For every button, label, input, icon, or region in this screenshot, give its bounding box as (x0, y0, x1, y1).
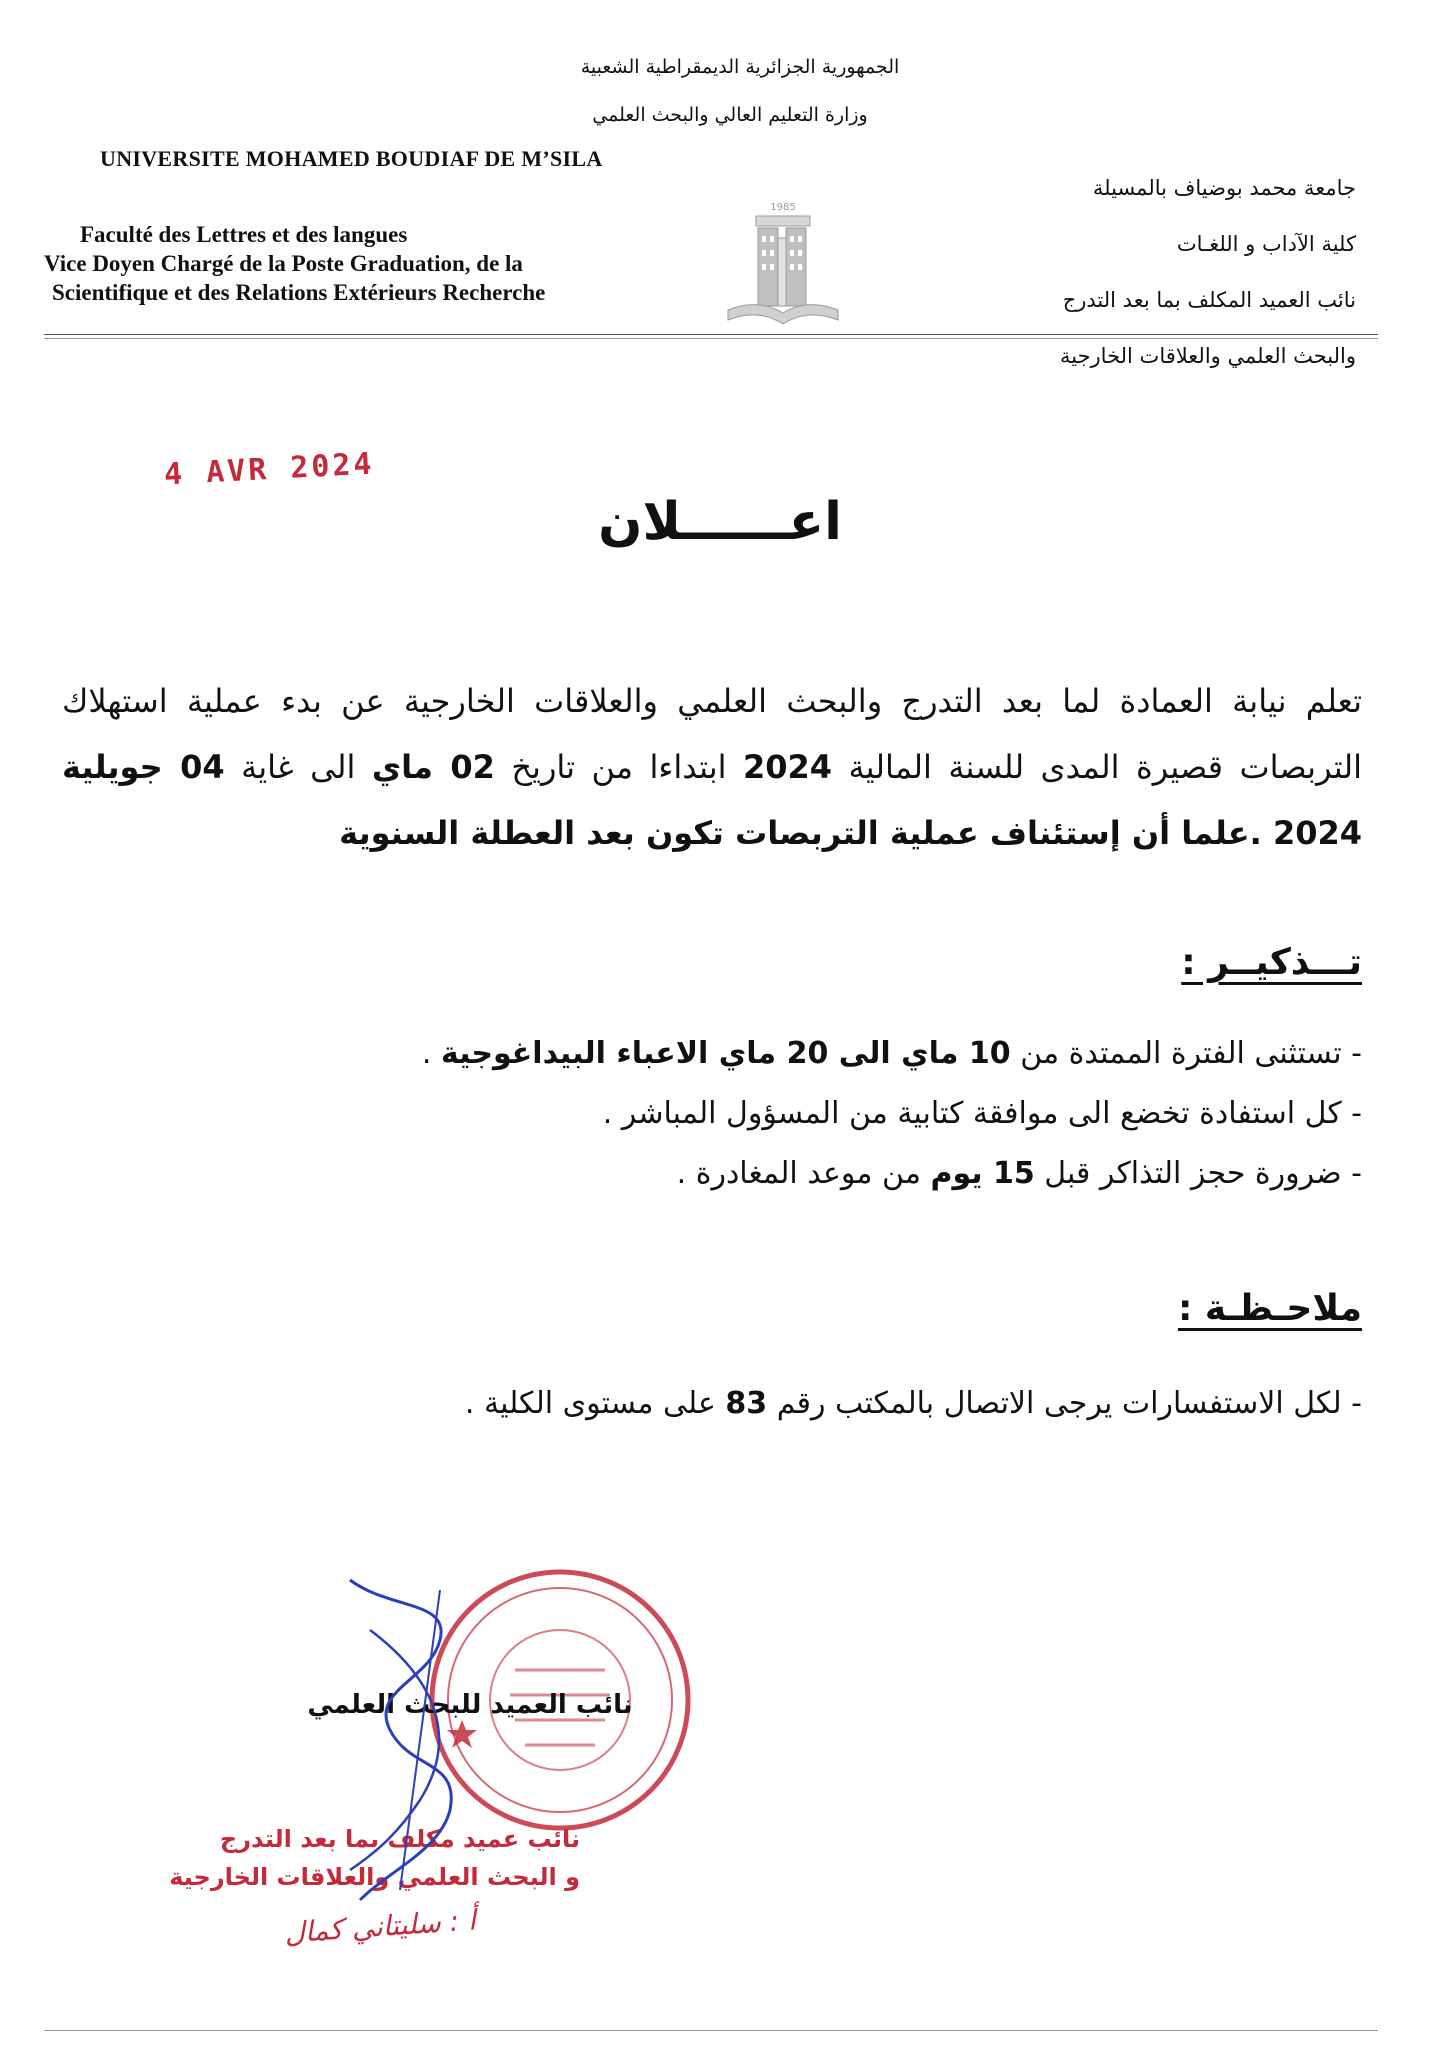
item-text: على مستوى الكلية . (464, 1386, 726, 1421)
body-text: الى غاية (224, 748, 372, 786)
handwritten-signature (330, 1570, 490, 1910)
faculty-block-fr (44, 220, 644, 307)
body-text: تعلم نيابة العمادة لما بعد التدرج والبحث العلمي والعلاقات الخارجية عن بدء عملية استهلاك التربصات قصيرة المدى للسنة المالية (62, 682, 1363, 786)
header-divider (44, 334, 1378, 335)
university-name-ar: جامعة محمد بوضياف بالمسيلة (1092, 176, 1356, 200)
reminder-heading: تـــذكيــر : (1181, 942, 1362, 983)
vice-dean-line-fr: Vice Doyen Chargé de la Poste Graduation, de la (44, 251, 523, 276)
announcement-title: اعــــــلان (598, 492, 842, 552)
university-logo (718, 198, 848, 333)
item-bold: 10 ماي الى 20 ماي الاعباء البيداغوجية (440, 1036, 1011, 1071)
stamp-line: و البحث العلمي والعلاقات الخارجية (169, 1863, 580, 1891)
faculty-line-fr: Faculté des Lettres et des langues (80, 222, 408, 247)
note-heading: ملاحـظـة : (1177, 1288, 1362, 1329)
vice-dean-line-ar-2: والبحث العلمي والعلاقات الخارجية (1059, 344, 1356, 368)
fiscal-year: 2024 (742, 748, 833, 786)
date-stamp: 4 AVR 2024 (163, 446, 376, 493)
item-text: - لكل الاستفسارات يرجى الاتصال بالمكتب رقم (767, 1386, 1362, 1421)
item-text: - تستثنى الفترة الممتدة من (1010, 1036, 1362, 1071)
reminder-list (302, 1036, 1362, 1216)
signer-name: أ : سليتاني كمال (283, 1903, 477, 1950)
signer-title: نائب العميد للبحث العلمي (307, 1690, 633, 1720)
body-text: ابتداءا من تاريخ (494, 748, 743, 786)
office-number: 83 (725, 1386, 768, 1421)
logo-year: 1985 (770, 202, 796, 213)
stamp-line: نائب عميد مكلف بما بعد التدرج (219, 1825, 580, 1853)
item-text: من موعد المغادرة . (676, 1156, 931, 1191)
ministry-header: وزارة التعليم العالي والبحث العلمي (592, 104, 868, 126)
list-item (302, 1156, 1362, 1216)
note-list (302, 1386, 1362, 1446)
list-item (302, 1096, 1362, 1156)
item-text: - كل استفادة تخضع الى موافقة كتابية من المسؤول المباشر . (602, 1096, 1362, 1131)
faculty-name-ar: كلية الآداب و اللغـات (1176, 232, 1356, 256)
footer-divider (44, 2030, 1378, 2031)
item-text: - ضرورة حجز التذاكر قبل (1034, 1156, 1362, 1191)
list-item (302, 1386, 1362, 1446)
list-item (302, 1036, 1362, 1096)
item-text: . (421, 1036, 441, 1071)
republic-header: الجمهورية الجزائرية الديمقراطية الشعبية (580, 56, 900, 78)
university-name-fr: UNIVERSITE MOHAMED BOUDIAF DE M’SILA (100, 146, 603, 171)
item-bold: 15 يوم (930, 1156, 1035, 1191)
vice-dean-line-fr-2: Scientifique et des Relations Extérieurs Recherche (52, 280, 546, 305)
announcement-body (62, 668, 1362, 866)
start-date: 02 ماي (371, 748, 495, 786)
end-date: 04 جويلية 2024 .علما أن إستئناف عملية التربصات تكون بعد العطلة السنوية (62, 748, 1362, 852)
header-divider-thin (44, 338, 1378, 339)
vice-dean-line-ar: نائب العميد المكلف بما بعد التدرج (1062, 288, 1356, 312)
faculty-block-ar (936, 160, 1356, 384)
